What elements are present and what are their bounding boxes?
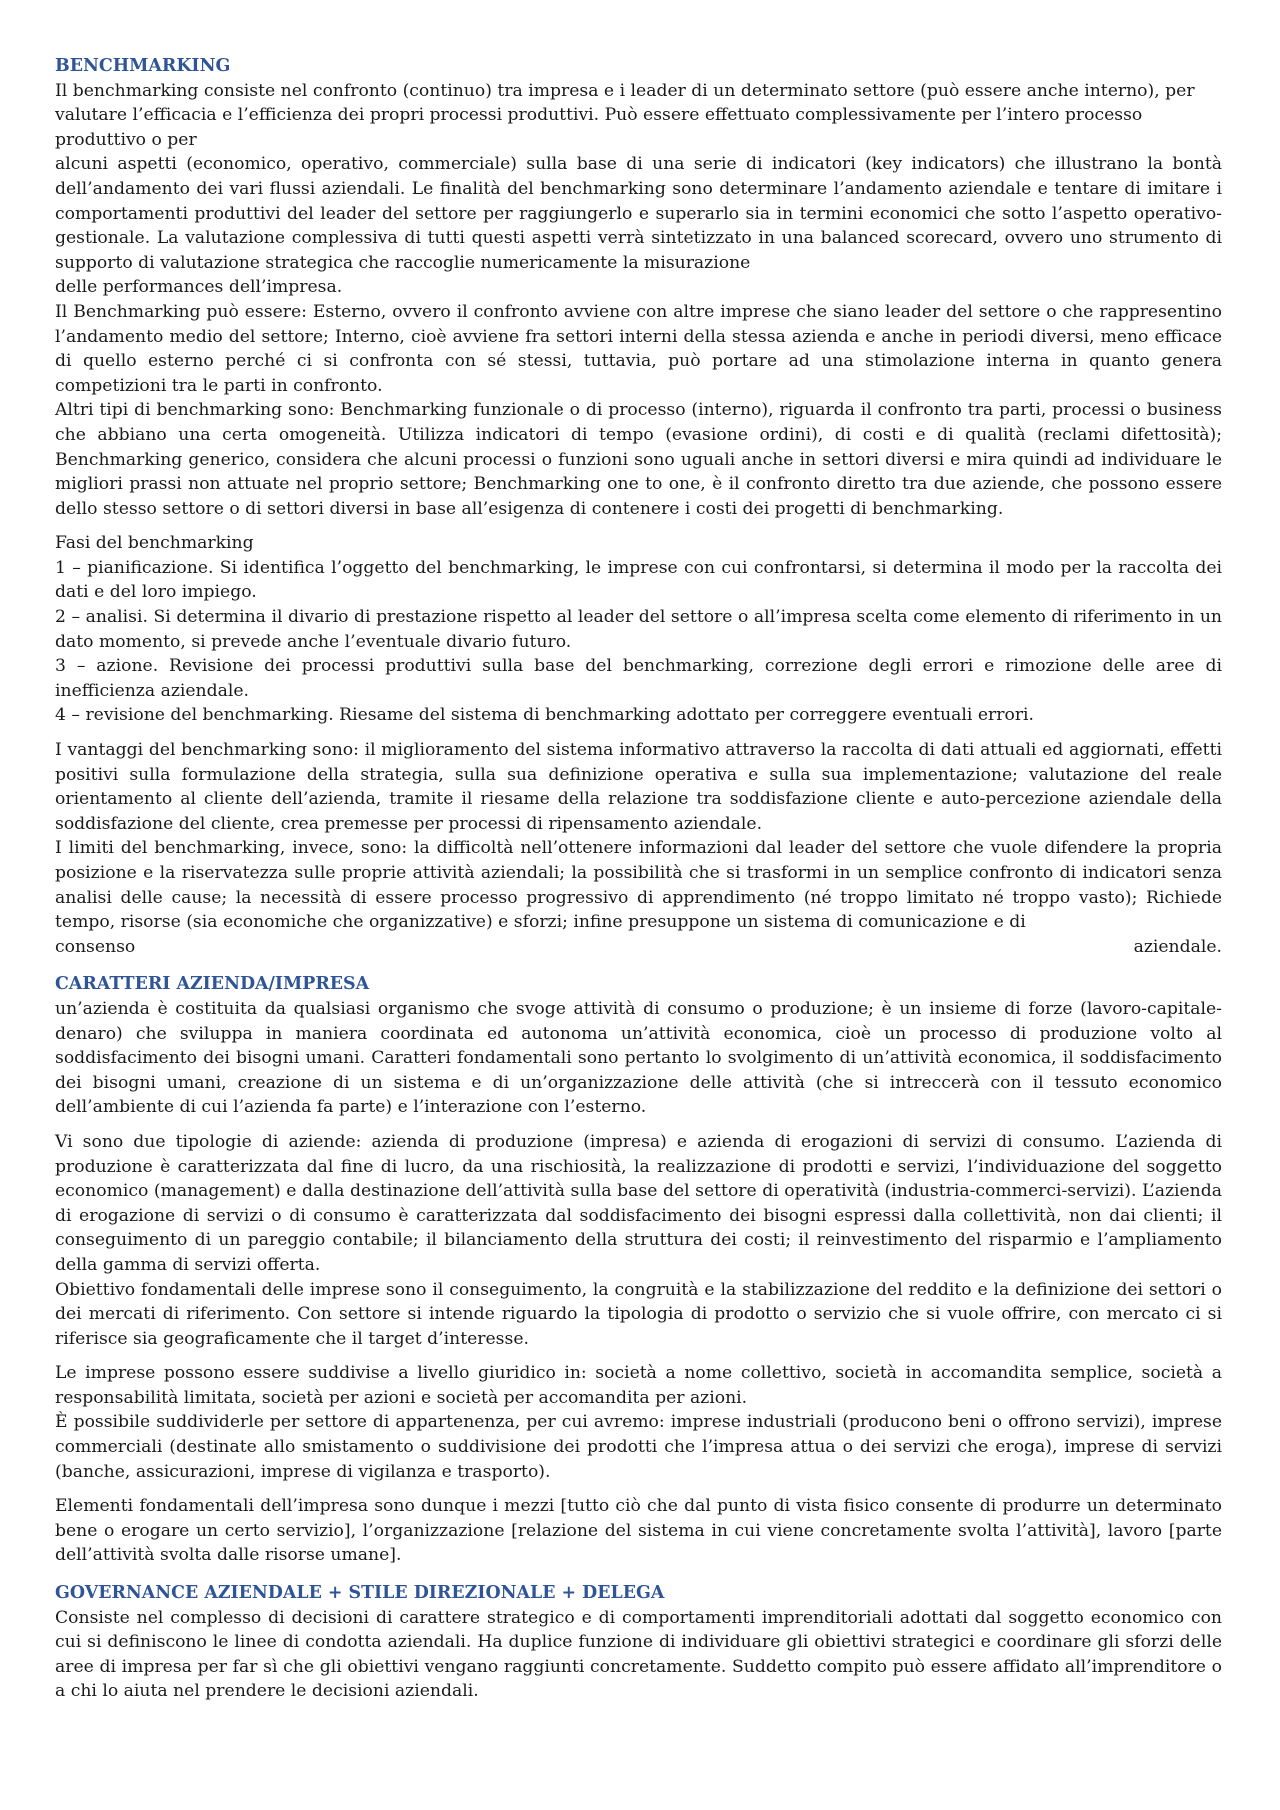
paragraph-group [55,79,1222,522]
paragraph: 2 – analisi. Si determina il divario di prestazione rispetto al leader del settore o all’impresa scelta come elemento di riferimento in un dato momento, si prevede anche l’eventuale divario futuro. [55,607,1222,652]
paragraph: alcuni aspetti (economico, operativo, commerciale) sulla base di una serie di indicatori (key indicators) che illustrano la bontà dell’andamento dei vari flussi aziendali. Le finalità del benchmarking sono determinare l’andamento aziendale e tentare di imitare i comportamenti produttivi del leader del settore per raggiungerlo e superarlo sia in termini economici che sotto l’aspetto operativo-gestionale. La valutazione complessiva di tutti questi aspetti verrà sintetizzato in una balanced scorecard, ovvero uno strumento di supporto di valutazione strategica che raccoglie numericamente la misurazione [55,154,1222,273]
section-heading-governance: GOVERNANCE AZIENDALE + STILE DIREZIONALE + DELEGA [55,1583,665,1604]
paragraph: Fasi del benchmarking [55,533,254,554]
paragraph-group [55,531,1222,728]
paragraph: Elementi fondamentali dell’impresa sono dunque i mezzi [tutto ciò che dal punto di vista fisico consente di produrre un determinato bene o erogare un certo servizio], l’organizzazione [relazione del sistema in cui viene concretamente svolta l’attività], lavoro [parte dell’attività svolta dalle risorse umane]. [55,1496,1222,1566]
closing-line [55,935,1222,960]
paragraph-group [55,1494,1222,1568]
paragraph: I limiti del benchmarking, invece, sono: la difficoltà nell’ottenere informazioni dal leader del settore che vuole difendere la propria posizione e la riservatezza sulle proprie attività aziendali; la possibilità che si trasformi in un semplice confronto di indicatori senza analisi delle cause; la necessità di essere processo progressivo di apprendimento (né troppo limitato né troppo vasto); Richiede tempo, risorse (sia economiche che organizzative) e sforzi; infine presuppone un sistema di comunicazione e di [55,838,1222,933]
paragraph-group [55,1130,1222,1351]
paragraph: 1 – pianificazione. Si identifica l’oggetto del benchmarking, le imprese con cui confrontarsi, si determina il modo per la raccolta dei dati e del loro impiego. [55,557,1222,603]
paragraph: I vantaggi del benchmarking sono: il miglioramento del sistema informativo attraverso la raccolta di dati attuali ed aggiornati, effetti positivi sulla formulazione della strategia, sulla sua definizione operativa e sulla sua implementazione; valutazione del reale orientamento al cliente dell’azienda, tramite il riesame della relazione tra soddisfazione cliente e auto-percezione aziendale della soddisfazione del cliente, crea premesse per processi di ripensamento aziendale. [55,740,1222,834]
paragraph: Altri tipi di benchmarking sono: Benchmarking funzionale o di processo (interno), riguarda il confronto tra parti, processi o business che abbiano una certa omogeneità. Utilizza indicatori di tempo (evasione ordini), di costi e di qualità (reclami difettosità); Benchmarking generico, considera che alcuni processi o funzioni sono uguali anche in settori diversi e mira quindi ad individuare le migliori prassi non attuate nel proprio settore; Benchmarking one to one, è il confronto diretto tra due aziende, che possono essere dello stesso settore o di settori diversi in base all’esigenza di contenere i costi dei progetti di benchmarking. [55,400,1222,519]
paragraph: 3 – azione. Revisione dei processi produttivi sulla base del benchmarking, correzione degli errori e rimozione delle aree di inefficienza aziendale. [55,656,1222,701]
closing-line-right: aziendale. [1133,936,1222,957]
paragraph: un’azienda è costituita da qualsiasi organismo che svoge attività di consumo o produzione; è un insieme di forze (lavoro-capitale-denaro) che sviluppa in maniera coordinata ed autonoma un’attività economica, cioè un processo di produzione volto al soddisfacimento dei bisogni umani. Caratteri fondamentali sono pertanto lo svolgimento di un’attività economica, il soddisfacimento dei bisogni umani, creazione di un sistema e di un’organizzazione delle attività (che si intreccerà con il tessuto economico dell’ambiente di cui l’azienda fa parte) e l’interazione con l’esterno. [55,998,1222,1118]
paragraph: 4 – revisione del benchmarking. Riesame del sistema di benchmarking adottato per correggere eventuali errori. [55,705,1035,726]
paragraph: Consiste nel complesso di decisioni di carattere strategico e di comportamenti imprenditoriali adottati dal soggetto economico con cui si definiscono le linee di condotta aziendali. Ha duplice funzione di individuare gli obiettivi strategici e coordinare gli sforzi delle aree di impresa per far sì che gli obiettivi vengano raggiunti concretamente. Suddetto compito può essere affidato all’imprenditore o a chi lo aiuta nel prendere le decisioni aziendali. [55,1607,1222,1702]
paragraph: Vi sono due tipologie di aziende: azienda di produzione (impresa) e azienda di erogazioni di servizi di consumo. L’azienda di produzione è caratterizzata dal fine di lucro, da una rischiosità, la realizzazione di prodotti e servizi, l’individuazione del soggetto economico (management) e dalla destinazione dell’attività sulla base del settore di operatività (industria-commerci-servizi). L’azienda di erogazione di servizi o di consumo è caratterizzata dal soddisfacimento dei bisogni espressi dalla collettività, non dai clienti; il conseguimento di un pareggio contabile; il bilanciamento della struttura dei costi; il reinvestimento del risparmio e l’ampliamento della gamma di servizi offerta. [55,1131,1222,1275]
paragraph: Le imprese possono essere suddivise a livello giuridico in: società a nome collettivo, società in accomandita semplice, società a responsabilità limitata, società per azioni e società per accomandita per azioni. [55,1363,1222,1408]
paragraph-group [55,738,1222,959]
paragraph-group [55,1361,1222,1484]
paragraph: delle performances dell’impresa. [55,277,343,298]
paragraph: Il Benchmarking può essere: Esterno, ovvero il confronto avviene con altre imprese che siano leader del settore o che rappresentino l’andamento medio del settore; Interno, cioè avviene fra settori interni della stessa azienda e anche in periodi diversi, meno efficace di quello esterno perché ci si confronta con sé stessi, tuttavia, può portare ad una stimolazione interna in quanto genera competizioni tra le parti in confronto. [55,301,1222,396]
paragraph: È possibile suddividerle per settore di appartenenza, per cui avremo: imprese industriali (producono beni o offrono servizi), imprese commerciali (destinate allo smistamento o suddivisione dei prodotti che l’impresa attua o dei servizi che eroga), imprese di servizi (banche, assicurazioni, imprese di vigilanza e trasporto). [55,1412,1222,1482]
closing-line-left: consenso [55,936,136,957]
paragraph: Il benchmarking consiste nel confronto (continuo) tra impresa e i leader di un determinato settore (può essere anche interno), per valutare l’efficacia e l’efficienza dei propri processi produttivi. Può essere effettuato complessivamente per l’intero processo produttivo o per [55,80,1195,150]
paragraph-group [55,1606,1222,1704]
paragraph: Obiettivo fondamentali delle imprese sono il conseguimento, la congruità e la stabilizzazione del reddito e la definizione dei settori o dei mercati di riferimento. Con settore si intende riguardo la tipologia di prodotto o servizio che si vuole offrire, con mercato ci si riferisce sia geograficamente che il target d’interesse. [55,1279,1222,1349]
paragraph-group [55,997,1222,1120]
section-heading-caratteri-azienda: CARATTERI AZIENDA/IMPRESA [55,974,370,995]
section-heading-benchmarking: BENCHMARKING [55,56,231,76]
